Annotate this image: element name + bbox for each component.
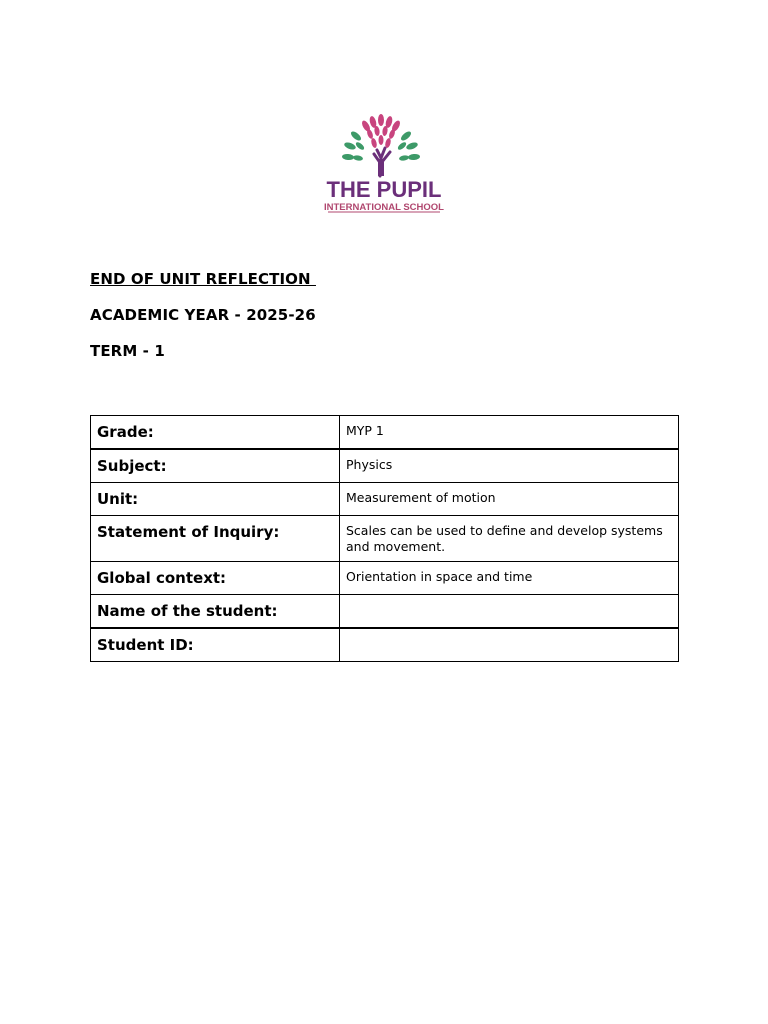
global-context-value: Orientation in space and time <box>340 562 679 595</box>
table-row <box>91 483 679 516</box>
unit-value: Measurement of motion <box>340 483 679 516</box>
unit-label: Unit: <box>91 483 340 516</box>
statement-of-inquiry-value: Scales can be used to define and develop systems and movement. <box>340 516 679 562</box>
statement-of-inquiry-label: Statement of Inquiry: <box>91 516 340 562</box>
logo-subtitle: INTERNATIONAL SCHOOL <box>324 202 444 213</box>
table-row <box>91 516 679 562</box>
table-row <box>91 595 679 629</box>
table-row <box>91 562 679 595</box>
academic-year: ACADEMIC YEAR - 2025-26 <box>90 306 316 324</box>
subject-label: Subject: <box>91 449 340 483</box>
grade-label: Grade: <box>91 416 340 450</box>
school-logo <box>322 112 446 216</box>
table-row <box>91 416 679 450</box>
student-id-label: Student ID: <box>91 628 340 662</box>
subject-value: Physics <box>340 449 679 483</box>
document-title: END OF UNIT REFLECTION <box>90 270 316 288</box>
term-label: TERM - 1 <box>90 342 165 360</box>
logo-name: THE PUPIL <box>326 177 442 202</box>
student-name-value[interactable] <box>340 595 679 629</box>
student-name-label: Name of the student: <box>91 595 340 629</box>
student-info-table <box>90 415 679 662</box>
student-id-value[interactable] <box>340 628 679 662</box>
table-row <box>91 628 679 662</box>
grade-value: MYP 1 <box>340 416 679 450</box>
global-context-label: Global context: <box>91 562 340 595</box>
table-row <box>91 449 679 483</box>
